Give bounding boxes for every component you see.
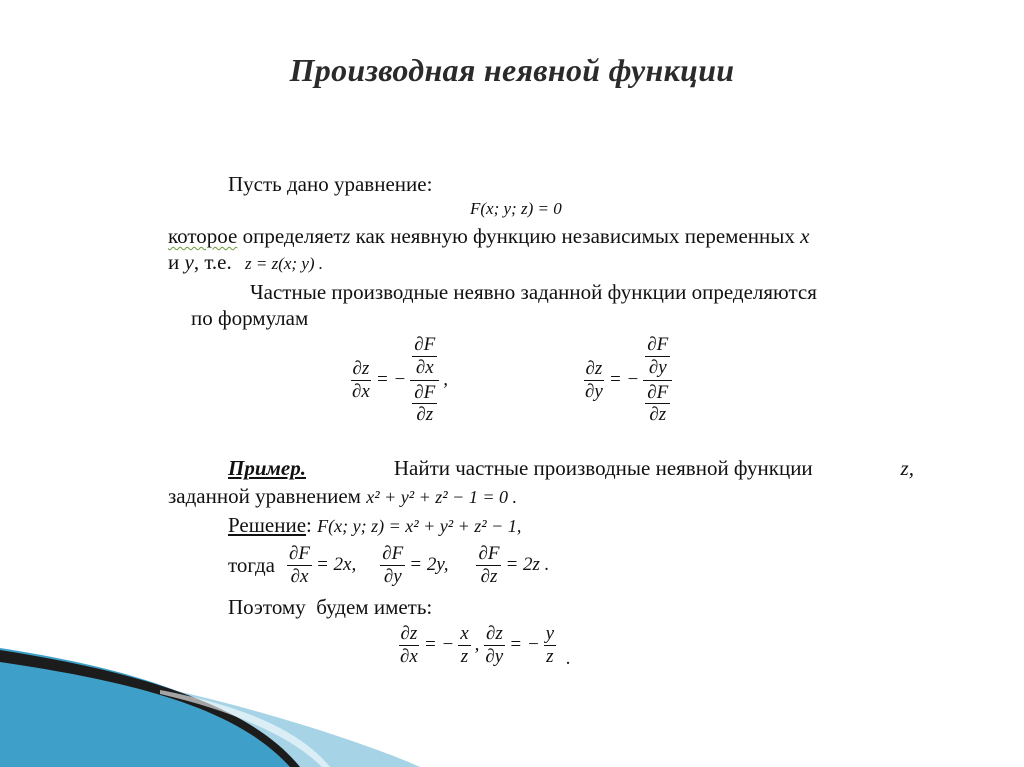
slide-title: Производная неявной функции bbox=[289, 52, 735, 88]
therefore-text: Поэтому будем иметь: bbox=[228, 595, 433, 619]
example-given: заданной уравнением bbox=[168, 484, 361, 508]
example-text: Найти частные производные неявной функции bbox=[393, 456, 813, 480]
derivative-x: $\frac{\partial F}{\partial x}$ = 2x, bbox=[288, 542, 357, 587]
var-x: x bbox=[800, 224, 810, 248]
var-z: z bbox=[342, 226, 351, 248]
solution-colon: : bbox=[306, 513, 312, 537]
derivative-y: $\frac{\partial F}{\partial y}$ = 2y, bbox=[382, 542, 449, 587]
z-of-xy: z = z(x; y) . bbox=[245, 254, 324, 273]
minus-sign: = − bbox=[375, 369, 407, 390]
var-y: y bbox=[184, 250, 194, 274]
partials-line-2: по формулам bbox=[191, 306, 309, 330]
example-label: Пример. bbox=[228, 456, 306, 480]
lhs-fraction-x: $\frac{\partial z}{\partial x}$ bbox=[352, 357, 370, 402]
compound-fraction-x: $\frac{\frac{\partial F}{\partial x}}{\frac{\partial F}{\partial z}}$ bbox=[410, 335, 439, 426]
comma: , bbox=[443, 369, 448, 390]
example-z: z, bbox=[900, 456, 914, 480]
example-equation: x² + y² + z² − 1 = 0 . bbox=[366, 487, 517, 507]
compound-fraction-y: $\frac{\frac{\partial F}{\partial y}}{\frac{\partial F}{\partial z}}$ bbox=[643, 335, 672, 426]
definition-end: как неявную функцию независимых переменных bbox=[355, 224, 795, 248]
word-te: , т.е. bbox=[193, 250, 232, 274]
solution-label: Решение bbox=[228, 513, 307, 537]
solution-equation: F(x; y; z) = x² + y² + z² − 1, bbox=[317, 516, 522, 536]
then-label: тогда bbox=[228, 552, 275, 577]
partials-line-1: Частные производные неявно заданной функции определяются bbox=[250, 280, 817, 304]
lhs-fraction-y: $\frac{\partial z}{\partial y}$ bbox=[585, 357, 603, 402]
result-formula: $\frac{\partial z}{\partial x}$ = − $\frac{x}{z}$ , $\frac{\partial z}{\partial y}$ = − $\frac{y}{z}$ . bbox=[400, 622, 571, 669]
implicit-equation: F(x; y; z) = 0 bbox=[470, 199, 562, 218]
intro-text: Пусть дано уравнение: bbox=[228, 172, 433, 196]
word-defines: определяет bbox=[242, 224, 343, 248]
word-i: и bbox=[168, 250, 180, 274]
minus-sign: = − bbox=[608, 369, 640, 390]
derivative-z: $\frac{\partial F}{\partial z}$ = 2z . bbox=[478, 542, 550, 587]
word-kotoroe: которое bbox=[168, 224, 238, 248]
